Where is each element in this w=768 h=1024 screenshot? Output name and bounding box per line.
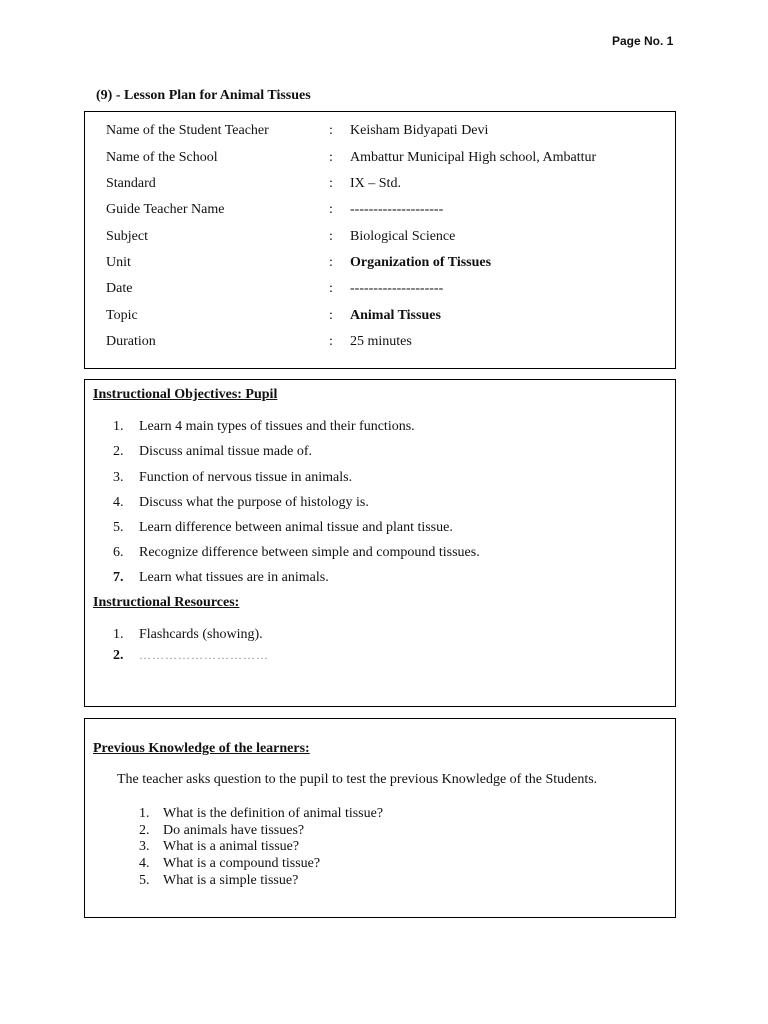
teacher-info-box — [84, 111, 676, 369]
list-number: 3. — [113, 470, 124, 485]
info-row-duration — [106, 332, 666, 352]
info-label: Date — [106, 281, 133, 296]
info-value: Organization of Tissues — [350, 255, 492, 270]
info-colon: : — [329, 255, 333, 270]
info-row-topic — [106, 306, 666, 326]
info-value: Keisham Bidyapati Devi — [350, 123, 489, 138]
info-label: Guide Teacher Name — [106, 202, 225, 217]
question-item — [139, 822, 304, 839]
info-colon: : — [329, 176, 333, 191]
info-value: 25 minutes — [350, 334, 412, 349]
list-number: 4. — [113, 495, 124, 510]
list-text: What is the definition of animal tissue? — [163, 806, 384, 821]
list-number: 4. — [139, 856, 150, 871]
list-number: 2. — [139, 823, 150, 838]
list-text: ………………………… — [139, 648, 269, 662]
info-row-subject — [106, 227, 666, 247]
list-number: 3. — [139, 839, 150, 854]
objective-item — [113, 494, 369, 512]
list-text: Learn difference between animal tissue and plant tissue. — [139, 520, 453, 535]
resource-item — [113, 626, 263, 644]
list-text: What is a animal tissue? — [163, 839, 300, 854]
info-row-student-teacher — [106, 121, 666, 141]
list-text: Learn what tissues are in animals. — [139, 570, 329, 585]
info-colon: : — [329, 281, 333, 296]
list-text: Learn 4 main types of tissues and their functions. — [139, 419, 415, 434]
previous-knowledge-box — [84, 718, 676, 918]
objective-item — [113, 544, 480, 562]
list-number: 1. — [113, 419, 124, 434]
info-colon: : — [329, 334, 333, 349]
info-row-school — [106, 148, 666, 168]
question-item — [139, 855, 320, 872]
list-number: 2. — [113, 648, 124, 663]
info-label: Topic — [106, 308, 138, 323]
list-text: Function of nervous tissue in animals. — [139, 470, 353, 485]
list-number: 5. — [139, 873, 150, 888]
list-text: Do animals have tissues? — [163, 823, 305, 838]
objectives-heading: Instructional Objectives: Pupil — [93, 387, 278, 402]
info-label: Standard — [106, 176, 156, 191]
objective-item — [113, 418, 415, 436]
info-row-unit — [106, 253, 666, 273]
objective-item — [113, 519, 453, 537]
previous-knowledge-intro: The teacher asks question to the pupil to test the previous Knowledge of the Students. — [117, 772, 598, 787]
document-title: (9) - Lesson Plan for Animal Tissues — [96, 88, 311, 103]
info-colon: : — [329, 202, 333, 217]
list-number: 5. — [113, 520, 124, 535]
info-label: Name of the School — [106, 150, 218, 165]
objectives-box — [84, 379, 676, 707]
info-colon: : — [329, 150, 333, 165]
list-text: Flashcards (showing). — [139, 627, 263, 642]
list-number: 1. — [113, 627, 124, 642]
question-item — [139, 805, 383, 822]
list-number: 6. — [113, 545, 124, 560]
info-label: Name of the Student Teacher — [106, 123, 269, 138]
info-value: -------------------- — [350, 281, 444, 296]
list-text: Discuss animal tissue made of. — [139, 444, 313, 459]
info-row-standard — [106, 174, 666, 194]
list-text: Recognize difference between simple and compound tissues. — [139, 545, 480, 560]
list-number: 1. — [139, 806, 150, 821]
list-number: 7. — [113, 570, 124, 585]
info-label: Subject — [106, 229, 148, 244]
info-value: IX – Std. — [350, 176, 401, 191]
info-colon: : — [329, 308, 333, 323]
info-label: Unit — [106, 255, 131, 270]
info-row-guide-teacher — [106, 200, 666, 220]
info-value: Biological Science — [350, 229, 456, 244]
list-text: What is a compound tissue? — [163, 856, 321, 871]
question-item — [139, 838, 299, 855]
question-item — [139, 872, 298, 889]
info-colon: : — [329, 229, 333, 244]
info-label: Duration — [106, 334, 156, 349]
objective-item — [113, 469, 352, 487]
info-colon: : — [329, 123, 333, 138]
resources-heading: Instructional Resources: — [93, 595, 240, 610]
info-value: Animal Tissues — [350, 308, 441, 323]
objective-item — [113, 443, 312, 461]
resource-item — [113, 646, 269, 665]
list-text: What is a simple tissue? — [163, 873, 299, 888]
page-number: Page No. 1 — [612, 34, 674, 48]
info-row-date — [106, 279, 666, 299]
info-value: -------------------- — [350, 202, 444, 217]
list-text: Discuss what the purpose of histology is. — [139, 495, 369, 510]
list-number: 2. — [113, 444, 124, 459]
objective-item — [113, 569, 329, 587]
previous-knowledge-heading: Previous Knowledge of the learners: — [93, 741, 310, 756]
info-value: Ambattur Municipal High school, Ambattur — [350, 150, 597, 165]
